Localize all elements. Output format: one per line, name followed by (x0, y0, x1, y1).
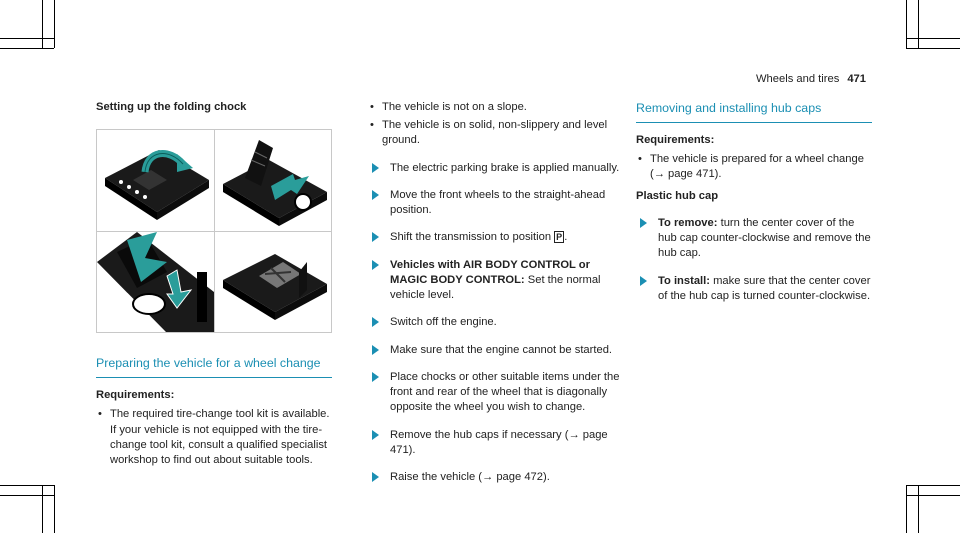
crop-mark (906, 485, 907, 533)
step-label: To remove: (658, 216, 718, 229)
requirements-list (96, 407, 332, 468)
arrow-icon (640, 218, 647, 228)
instruction-step (368, 161, 624, 176)
running-header (756, 72, 866, 87)
step-text: Raise the vehicle (→ page 472). (390, 470, 550, 483)
header-section: Wheels and tires (756, 73, 840, 85)
arrow-icon (372, 260, 379, 270)
arrow-icon (372, 163, 379, 173)
step-text: Shift the transmission to position (390, 231, 552, 244)
instruction-step (636, 216, 872, 262)
crop-mark (0, 38, 54, 39)
arrow-icon (372, 372, 379, 382)
instruction-step (368, 428, 624, 458)
chock-step-3-illustration (97, 232, 214, 333)
figure-title: Setting up the folding chock (96, 101, 247, 113)
step-text: Switch off the engine. (390, 316, 497, 329)
arrow-icon (372, 472, 379, 482)
step-text: . (564, 231, 568, 244)
instruction-step (368, 188, 624, 218)
middle-column (368, 100, 624, 485)
step-text: Remove the hub caps if necessary (→ page 471). (390, 428, 608, 456)
step-label: To install: (658, 274, 710, 287)
right-column (636, 100, 872, 304)
instruction-step (368, 258, 624, 304)
crop-mark (918, 0, 919, 48)
crop-mark (906, 495, 960, 496)
crop-mark (906, 485, 960, 486)
subheading-plastic-hub-cap: Plastic hub cap (636, 189, 719, 202)
step-text: Move the front wheels to the straight-ahead position. (390, 188, 606, 217)
crop-mark (0, 48, 54, 49)
step-text: Make sure that the engine cannot be started. (390, 343, 613, 356)
section-title-preparing: Preparing the vehicle for a wheel change (96, 355, 332, 378)
arrow-icon (372, 232, 379, 242)
instruction-step (368, 315, 624, 330)
step-text: The electric parking brake is applied manually. (390, 161, 620, 174)
park-position-icon: P (556, 232, 563, 243)
crop-mark (906, 48, 960, 49)
arrow-icon (372, 430, 379, 440)
crop-mark (0, 495, 54, 496)
list-item: • The vehicle is not on a slope. (368, 100, 624, 115)
chock-step-4-illustration (215, 232, 332, 333)
list-item: • The vehicle is prepared for a wheel change (→ page 471). (636, 152, 872, 182)
instruction-step (368, 230, 624, 245)
conditions-list (368, 100, 624, 149)
crop-mark (918, 485, 919, 533)
crop-mark (42, 485, 43, 533)
crop-mark (54, 485, 55, 533)
folding-chock-figure (96, 129, 332, 333)
step-condition: Vehicles with AIR BODY CONTROL or MAGIC BODY CONTROL: (390, 258, 590, 286)
instruction-step (368, 343, 624, 358)
instruction-step (636, 274, 872, 304)
list-item: • The vehicle is on solid, non-slippery and level ground. (368, 118, 624, 148)
arrow-icon (640, 276, 647, 286)
left-column (96, 100, 332, 471)
arrow-icon (372, 190, 379, 200)
chock-step-2-illustration (215, 130, 332, 231)
figure-divider (97, 231, 332, 232)
step-text: turn the center cover of the hub cap counter-clockwise and remove the hub cap. (658, 216, 871, 260)
step-text: make sure that the center cover of the hub cap is turned counter-clockwise. (658, 274, 871, 302)
crop-mark (0, 485, 54, 486)
crop-mark (54, 0, 55, 48)
requirements-list (636, 152, 872, 182)
requirements-label: Requirements: (636, 133, 715, 146)
arrow-icon (372, 345, 379, 355)
page-number: 471 (847, 73, 866, 85)
chock-step-1-illustration (97, 130, 214, 231)
instruction-step (368, 370, 624, 416)
section-title-hub-caps: Removing and installing hub caps (636, 100, 872, 123)
step-text: Place chocks or other suitable items under the front and rear of the wheel that is diagonally opposite the wheel you wish to change. (390, 370, 620, 414)
list-item: • The required tire-change tool kit is available. If your vehicle is not equipped with the tire-change tool kit, consult a qualified specialist workshop to find out about suitable tools. (96, 407, 332, 468)
crop-mark (906, 0, 907, 48)
crop-mark (906, 38, 960, 39)
arrow-icon (372, 317, 379, 327)
requirements-label: Requirements: (96, 389, 175, 402)
instruction-step (368, 470, 624, 485)
step-text: Set the normal vehicle level. (390, 273, 601, 302)
crop-mark (42, 0, 43, 48)
